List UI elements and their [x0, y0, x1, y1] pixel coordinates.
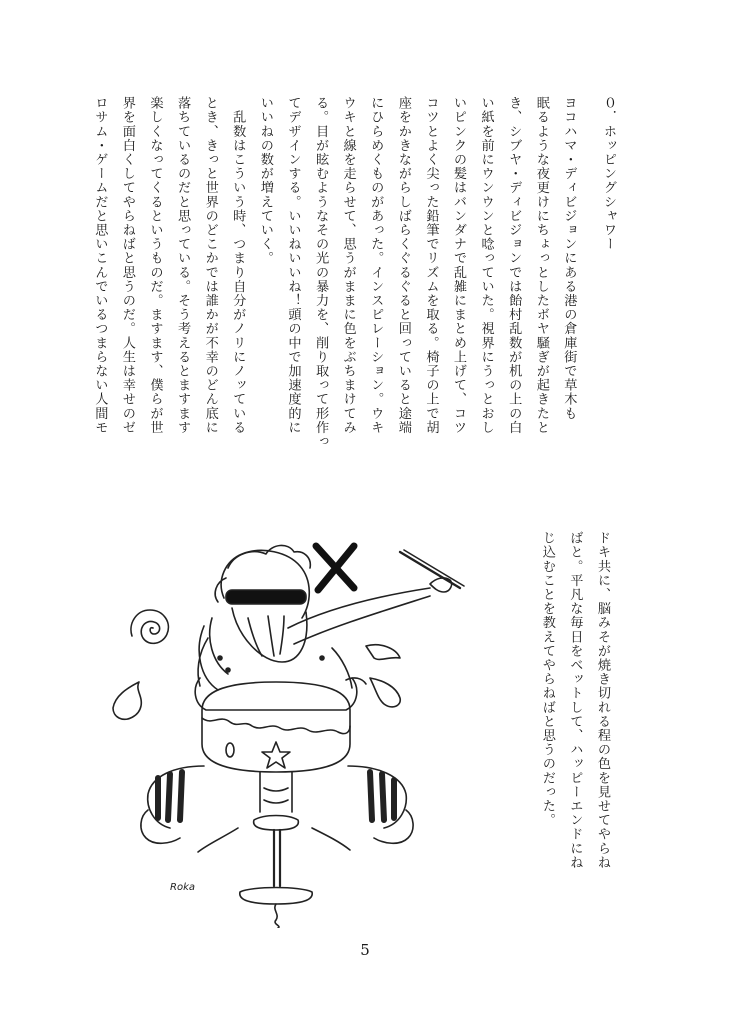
text-line: ウキと線を走らせて、思うがままに色をぶちまけてみ: [340, 96, 356, 435]
text-line: にひらめくものがあった。インスピレーション。ウキ: [368, 96, 384, 435]
chair-stem: [198, 772, 350, 928]
splash-right-lower: [370, 678, 400, 707]
text-line: コツとよく尖った鉛筆でリズムを取る。椅子の上で胡: [423, 96, 439, 435]
spiral-doodle: [131, 610, 168, 643]
text-line: 乱数はこういう時、つまり自分がノリにノッている: [230, 96, 246, 435]
text-line: いピンクの髪はバンダナで乱雑にまとめ上げて、コツ: [451, 96, 467, 435]
page-number: 5: [360, 941, 370, 959]
text-line: いいねの数が増えていく。: [257, 96, 273, 266]
text-line: 界を面白くしてやらねばと思うのだ。人生は幸せのゼ: [119, 96, 135, 435]
text-line: じ込むことを教えてやらねばと思うのだった。: [539, 531, 555, 828]
splash-right: [366, 645, 400, 660]
text-line: い紙を前にウンウンと唸っていた。視界にうっとおし: [478, 96, 494, 435]
text-line: ロサム・ゲームだと思いこんでいるつまらない人間モ: [92, 96, 108, 435]
text-line: とき、きっと世界のどこかでは誰かが不幸のどん底に: [202, 96, 218, 435]
character-body: [195, 638, 357, 710]
text-line: ヨコハマ・ディビジョンにある港の倉庫街で草木も: [561, 96, 577, 421]
splash-left: [113, 682, 141, 719]
chapter-text-block: [86, 96, 622, 502]
chapter-title: ０．ホッピングシャワー: [601, 96, 616, 252]
text-line: き、シブヤ・ディビジョンでは飴村乱数が机の上の白: [506, 96, 522, 435]
character-sketch-illustration: [108, 528, 486, 928]
text-line: 楽しくなってくるというものだ。ますます、僕らが世: [147, 96, 163, 435]
text-line: ばと。平凡な毎日をベットして、ハッピーエンドにね: [567, 531, 583, 870]
continued-text-block: [533, 531, 616, 931]
x-mark-scribble: [316, 546, 354, 590]
pencil: [400, 550, 464, 592]
text-line: ドキ共に、脳みそが焼き切れる程の色を見せてやらね: [595, 531, 610, 870]
cake-seat: [202, 682, 350, 772]
text-line: 落ちているのだと思っている。そう考えるとますます: [175, 96, 191, 435]
text-line: 座をかきながらしばらくぐるぐると回っていると途端: [395, 96, 411, 435]
artist-signature: Roka: [170, 882, 195, 893]
text-line: てデザインする。いいねいいね！頭の中で加速度的に: [285, 96, 301, 435]
striped-legs: [141, 766, 413, 843]
character-head: [215, 545, 310, 662]
text-line: る。目が眩むようなその光の暴力を、削り取って形作っ: [313, 96, 329, 449]
text-line: 眠るような夜更けにちょっとしたボヤ騒ぎが起きたと: [533, 96, 549, 435]
